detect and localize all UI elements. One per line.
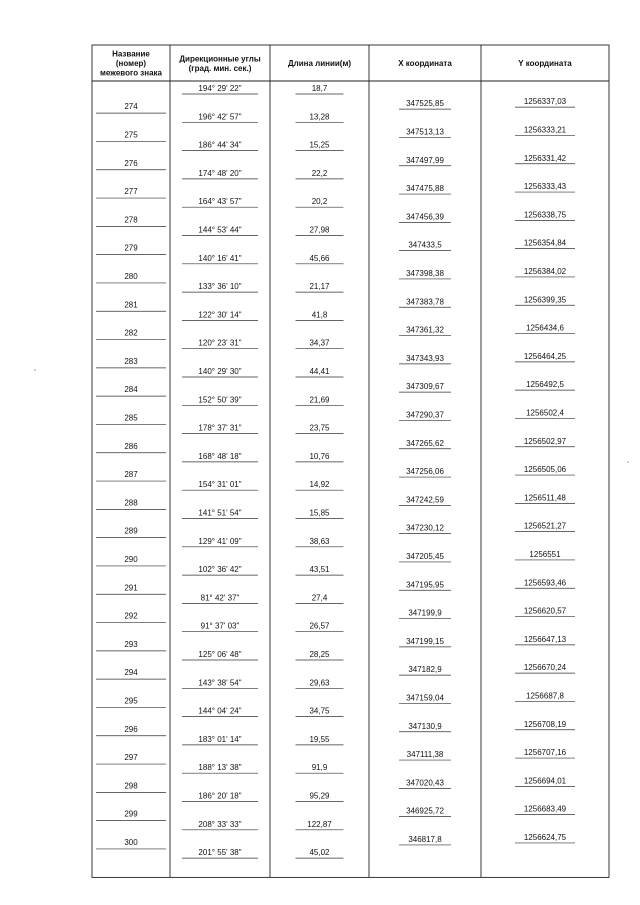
boundary-mark-name: 291 (124, 583, 138, 593)
directional-angle: 141° 51' 54" (198, 508, 242, 518)
y-coordinate: 1256620,57 (523, 606, 567, 616)
x-coordinate: 347265,62 (406, 438, 444, 448)
line-length: 43,51 (309, 565, 330, 575)
y-coordinate: 1256551 (529, 549, 561, 559)
y-coordinate: 1256687,8 (526, 691, 564, 701)
y-coordinate: 1256502,4 (526, 408, 564, 418)
x-coordinate: 347182,9 (408, 665, 442, 675)
directional-angle: 144° 04' 24" (198, 706, 242, 716)
line-length: 22,2 (311, 168, 328, 178)
boundary-mark-name: 289 (124, 526, 138, 536)
column-header-text: Длина линии(м) (287, 59, 352, 68)
line-length: 15,85 (309, 508, 330, 518)
boundary-mark-name: 280 (124, 271, 138, 281)
directional-angle: 201° 55' 38" (198, 848, 242, 858)
y-coordinate: 1256647,13 (523, 634, 567, 644)
directional-angle: 194° 29' 22" (198, 84, 242, 93)
directional-angle: 183° 01' 14" (198, 734, 242, 744)
boundary-mark-name: 287 (124, 470, 138, 480)
column-header-text: Название (112, 49, 150, 59)
boundary-mark-name: 297 (124, 753, 138, 763)
boundary-mark-name: 294 (124, 668, 138, 678)
column-header-text: межевого знака (99, 68, 163, 78)
x-coordinate: 347111,38 (406, 750, 444, 760)
directional-angle: 91° 37' 03" (200, 621, 240, 631)
directional-angle: 186° 44' 34" (198, 140, 242, 150)
line-length: 44,41 (309, 367, 330, 376)
x-coordinate: 347525,85 (406, 99, 444, 109)
x-coordinate: 347513,13 (406, 127, 444, 137)
directional-angle: 133° 36' 10" (198, 282, 242, 292)
line-length: 34,37 (309, 338, 330, 348)
column-header-text: X координата (398, 59, 452, 68)
y-coordinate: 1256511,48 (524, 493, 566, 503)
directional-angle: 143° 38' 54" (198, 678, 242, 688)
line-length: 13,28 (309, 112, 330, 122)
directional-angle: 102° 36' 42" (198, 565, 242, 575)
x-coordinate: 347343,93 (406, 353, 444, 363)
y-coordinate: 1256464,25 (523, 351, 567, 361)
line-length: 15,25 (309, 140, 330, 150)
x-coordinate: 347020,43 (406, 778, 444, 788)
line-length: 45,66 (309, 253, 330, 263)
x-coordinate: 347309,67 (406, 382, 444, 392)
line-length: 26,57 (309, 621, 330, 631)
line-length: 21,17 (309, 282, 330, 292)
directional-angle: 186° 20' 18" (198, 791, 242, 801)
y-coordinate: 1256333,43 (523, 182, 567, 192)
x-coordinate: 347497,99 (406, 155, 444, 165)
line-length: 27,4 (311, 593, 328, 603)
x-coordinate: 347290,37 (406, 410, 444, 420)
x-coordinate: 347242,59 (406, 495, 444, 505)
x-coordinate: 346817,8 (408, 834, 442, 844)
y-coordinate: 1256331,42 (523, 153, 567, 163)
boundary-mark-name: 283 (124, 356, 138, 366)
y-coordinate: 1256593,46 (523, 578, 567, 588)
boundary-mark-name: 278 (124, 215, 138, 225)
directional-angle: 125° 06' 48" (198, 650, 242, 659)
line-length: 14,92 (309, 480, 330, 490)
x-coordinate: 347130,9 (408, 721, 442, 731)
x-coordinate: 347199,15 (406, 636, 444, 646)
y-coordinate: 1256670,24 (523, 663, 567, 673)
y-coordinate: 1256683,49 (523, 804, 567, 814)
y-coordinate: 1256399,35 (523, 295, 567, 305)
column-header-text: (номер) (115, 59, 147, 68)
boundary-mark-name: 274 (124, 102, 138, 112)
line-length: 18,7 (311, 84, 328, 93)
y-coordinate: 1256434,6 (526, 323, 564, 333)
line-length: 10,76 (309, 451, 330, 461)
y-coordinate: 1256521,27 (523, 521, 567, 531)
y-coordinate: 1256624,75 (523, 832, 567, 842)
boundary-mark-name: 288 (124, 498, 138, 508)
directional-angle: 120° 23' 31" (198, 338, 242, 348)
boundary-mark-name: 279 (124, 243, 138, 253)
directional-angle: 168° 48' 18" (198, 451, 242, 461)
line-length: 122,87 (307, 819, 332, 829)
y-coordinate: 1256502,97 (523, 436, 567, 446)
directional-angle: 154° 31' 01" (198, 480, 242, 490)
column-header-text: Дирекционные углы (179, 54, 261, 64)
line-length: 23,75 (309, 423, 330, 433)
y-coordinate: 1256333,21 (523, 125, 567, 135)
x-coordinate: 347361,32 (406, 325, 444, 335)
directional-angle: 164° 43' 57" (198, 197, 242, 207)
boundary-mark-name: 282 (124, 328, 138, 338)
directional-angle: 178° 37' 31" (198, 423, 242, 433)
boundary-mark-name: 285 (124, 413, 138, 423)
x-coordinate: 347433,5 (408, 240, 442, 250)
x-coordinate: 347383,78 (406, 297, 444, 307)
boundary-mark-name: 293 (124, 639, 138, 649)
line-length: 45,02 (309, 848, 330, 858)
line-length: 21,69 (309, 395, 330, 405)
y-coordinate: 1256505,06 (523, 465, 567, 475)
y-coordinate: 1256694,01 (523, 776, 567, 786)
boundary-mark-name: 286 (124, 441, 138, 451)
y-coordinate: 1256707,16 (523, 748, 567, 758)
x-coordinate: 347159,04 (406, 693, 444, 703)
line-length: 38,63 (309, 536, 330, 546)
column-header-text: (град. мин. сек.) (188, 63, 252, 73)
directional-angle: 188° 13' 38" (198, 763, 242, 773)
directional-angle: 144° 53' 44" (198, 225, 242, 235)
boundary-mark-name: 277 (124, 187, 138, 197)
line-length: 34,75 (309, 706, 330, 716)
directional-angle: 140° 29' 30" (198, 367, 242, 376)
y-coordinate: 1256492,5 (526, 380, 564, 390)
boundary-mark-name: 284 (124, 385, 138, 395)
boundary-mark-name: 275 (124, 130, 138, 140)
directional-angle: 122° 30' 14" (198, 310, 242, 320)
boundary-mark-name: 276 (124, 158, 138, 168)
directional-angle: 140° 16' 41" (198, 253, 242, 263)
boundary-mark-name: 300 (124, 837, 138, 847)
line-length: 91,9 (311, 763, 328, 773)
directional-angle: 208° 33' 33" (198, 819, 242, 829)
line-length: 29,63 (309, 678, 330, 688)
line-length: 19,55 (309, 734, 330, 744)
x-coordinate: 347256,06 (406, 467, 444, 477)
line-length: 27,98 (309, 225, 330, 235)
line-length: 28,25 (309, 650, 330, 659)
x-coordinate: 347195,95 (406, 580, 444, 590)
y-coordinate: 1256337,03 (523, 97, 567, 107)
x-coordinate: 347230,12 (406, 523, 444, 533)
directional-angle: 129° 41' 09" (198, 536, 242, 546)
directional-angle: 81° 42' 37" (200, 593, 240, 603)
x-coordinate: 346925,72 (406, 806, 444, 816)
boundary-mark-name: 298 (124, 781, 138, 791)
line-length: 95,29 (309, 791, 330, 801)
directional-angle: 174° 48' 20" (198, 168, 242, 178)
x-coordinate: 347205,45 (406, 551, 444, 561)
column-header-text: Y координата (518, 59, 572, 68)
boundary-mark-name: 290 (124, 554, 138, 564)
line-length: 20,2 (311, 197, 328, 207)
boundary-mark-name: 295 (124, 696, 138, 706)
x-coordinate: 347199,9 (408, 608, 442, 618)
y-coordinate: 1256384,02 (523, 266, 567, 276)
boundary-mark-name: 296 (124, 724, 138, 734)
x-coordinate: 347456,39 (406, 212, 444, 222)
x-coordinate: 347475,88 (406, 184, 444, 194)
directional-angle: 196° 42' 57" (198, 112, 242, 122)
directional-angle: 152° 50' 39" (198, 395, 242, 405)
y-coordinate: 1256354,84 (523, 238, 567, 248)
boundary-mark-name: 281 (124, 300, 138, 310)
line-length: 41,8 (311, 310, 328, 320)
y-coordinate: 1256338,75 (523, 210, 567, 220)
x-coordinate: 347398,38 (406, 268, 444, 278)
y-coordinate: 1256708,19 (523, 719, 567, 729)
boundary-mark-name: 299 (124, 809, 138, 819)
boundary-mark-name: 292 (124, 611, 138, 621)
